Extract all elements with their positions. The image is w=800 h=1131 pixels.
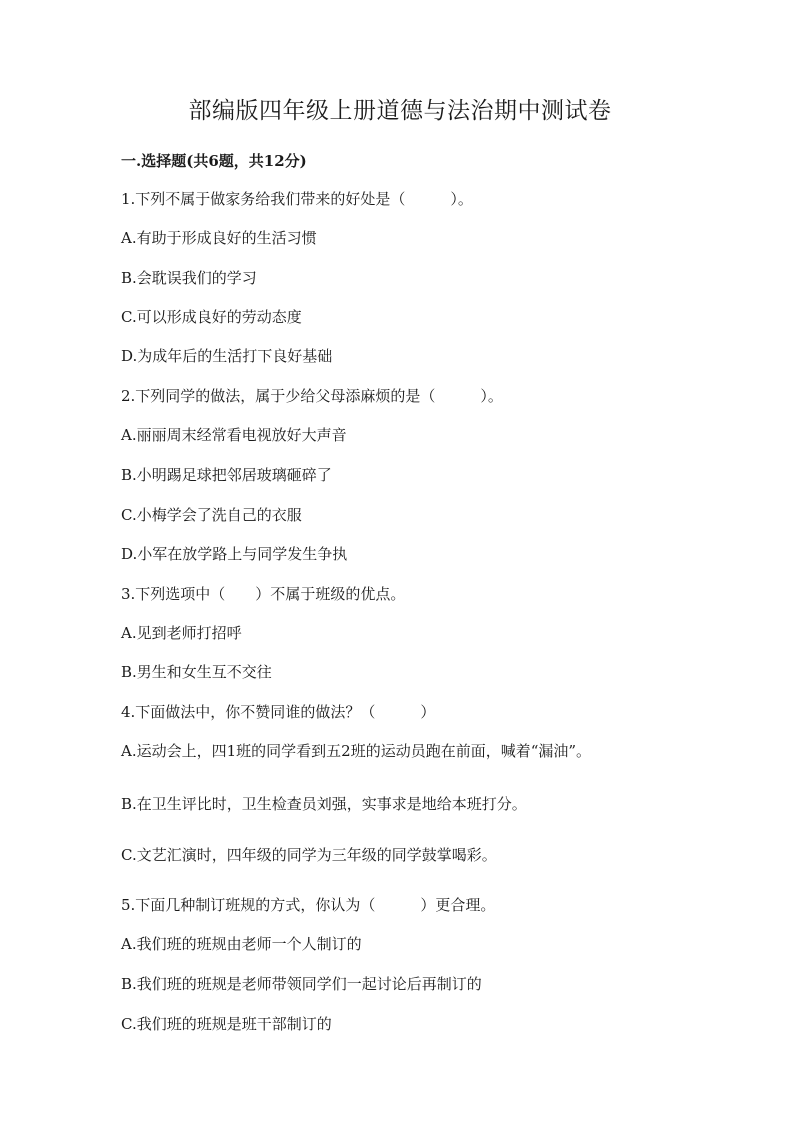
- question-option: C.我们班的班规是班干部制订的: [121, 1015, 332, 1033]
- question-option: C.可以形成良好的劳动态度: [121, 308, 302, 326]
- question-option: A.见到老师打招呼: [121, 624, 242, 642]
- question-stem: 5.下面几种制订班规的方式，你认为（ ）更合理。: [121, 896, 496, 914]
- question-option: A.有助于形成良好的生活习惯: [121, 229, 317, 247]
- question-option: B.在卫生评比时，卫生检查员刘强，实事求是地给本班打分。: [121, 795, 527, 813]
- question-option: C.小梅学会了洗自己的衣服: [121, 506, 302, 524]
- question-stem: 2.下列同学的做法，属于少给父母添麻烦的是（ ）。: [121, 387, 503, 405]
- question-stem: 1.下列不属于做家务给我们带来的好处是（ ）。: [121, 190, 473, 208]
- question-option: A.运动会上，四1班的同学看到五2班的运动员跑在前面，喊着“漏油”。: [121, 742, 592, 760]
- question-option: B.小明踢足球把邻居玻璃砸碎了: [121, 466, 332, 484]
- page-title: 部编版四年级上册道德与法治期中测试卷: [188, 98, 612, 124]
- question-stem: 3.下列选项中（ ）不属于班级的优点。: [121, 585, 406, 603]
- question-option: D.小军在放学路上与同学发生争执: [121, 545, 348, 563]
- question-stem: 4.下面做法中，你不赞同谁的做法？（ ）: [121, 703, 436, 721]
- question-option: D.为成年后的生活打下良好基础: [121, 347, 333, 365]
- question-option: C.文艺汇演时，四年级的同学为三年级的同学鼓掌喝彩。: [121, 846, 497, 864]
- question-option: A.丽丽周末经常看电视放好大声音: [121, 426, 347, 444]
- question-option: A.我们班的班规由老师一个人制订的: [121, 935, 362, 953]
- section-heading: 一.选择题(共6题，共12分): [121, 152, 307, 170]
- question-option: B.会耽误我们的学习: [121, 269, 257, 287]
- question-option: B.我们班的班规是老师带领同学们一起讨论后再制订的: [121, 975, 482, 993]
- question-option: B.男生和女生互不交往: [121, 663, 272, 681]
